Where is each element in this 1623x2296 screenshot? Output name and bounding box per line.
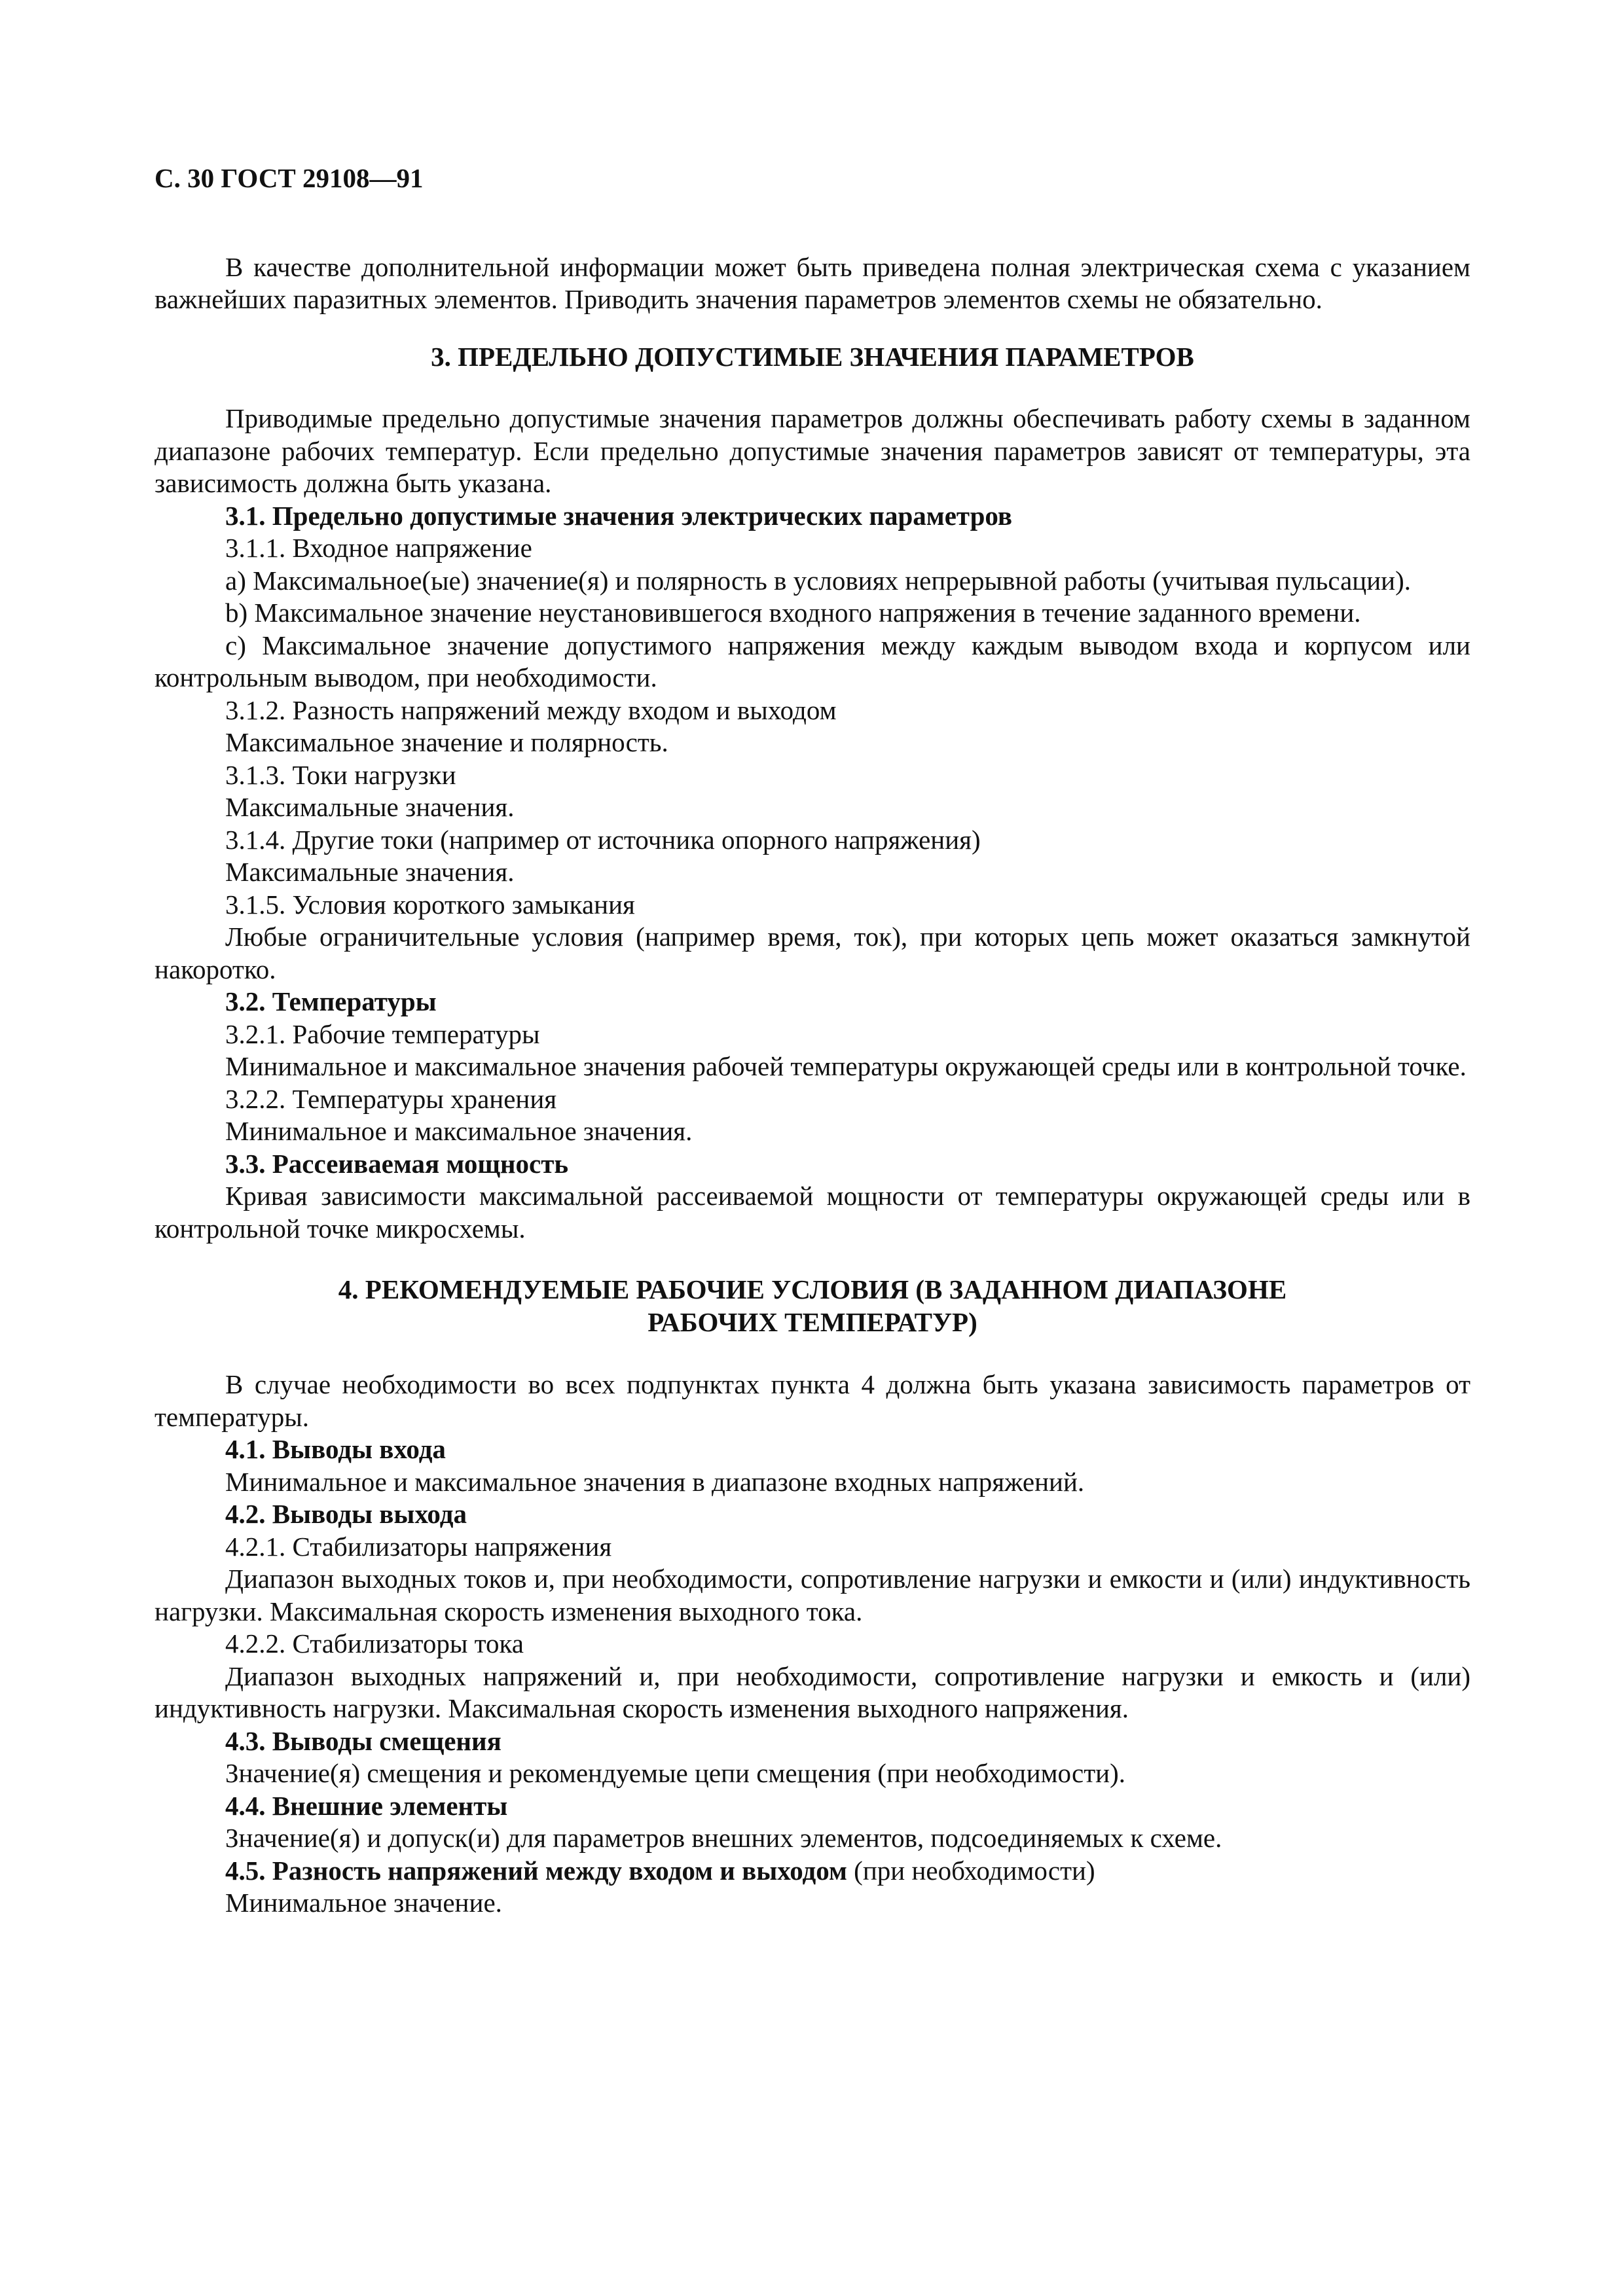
item-3-1-1-b: b) Максимальное значение неустановившегося входного напряжения в течение заданного времени. xyxy=(225,598,1361,628)
page-header: С. 30 ГОСТ 29108—91 xyxy=(155,163,424,193)
subsection-4-5 xyxy=(155,1855,1470,1888)
item-4-2-2-title: 4.2.2. Стабилизаторы тока xyxy=(225,1628,524,1659)
item-3-1-5-text: Любые ограничительные условия (например время, ток), при которых цепь может оказаться замкнутой накоротко. xyxy=(155,922,1470,984)
subsection-4-2-title: 4.2. Выводы выхода xyxy=(225,1499,467,1529)
item-3-2-2-text: Минимальное и максимальное значения. xyxy=(225,1116,693,1146)
item-3-1-1-a: а) Максимальное(ые) значение(я) и полярность в условиях непрерывной работы (учитывая пульсации). xyxy=(225,565,1412,596)
subsection-4-4-title: 4.4. Внешние элементы xyxy=(225,1790,508,1821)
document-page xyxy=(155,162,1470,1920)
item-4-3-text: Значение(я) смещения и рекомендуемые цепи смещения (при необходимости). xyxy=(225,1758,1126,1788)
subsection-3-1-title: 3.1. Предельно допустимые значения электрических параметров xyxy=(225,500,1012,531)
section-4-title-line-2: РАБОЧИХ ТЕМПЕРАТУР) xyxy=(647,1306,977,1337)
item-3-3-text: Кривая зависимости максимальной рассеиваемой мощности от температуры окружающей среды или в контрольной точке микросхемы. xyxy=(155,1181,1470,1244)
section-4-title-line-1: 4. РЕКОМЕНДУЕМЫЕ РАБОЧИЕ УСЛОВИЯ (В ЗАДАННОМ ДИАПАЗОНЕ xyxy=(338,1274,1287,1304)
item-4-5-text: Минимальное значение. xyxy=(225,1888,502,1918)
section-3-title: 3. ПРЕДЕЛЬНО ДОПУСТИМЫЕ ЗНАЧЕНИЯ ПАРАМЕТРОВ xyxy=(431,341,1194,372)
item-3-1-3-text: Максимальные значения. xyxy=(225,792,515,822)
subsection-4-1-title: 4.1. Выводы входа xyxy=(225,1434,446,1464)
item-3-1-2-title: 3.1.2. Разность напряжений между входом и выходом xyxy=(225,694,837,725)
item-4-2-2-text: Диапазон выходных напряжений и, при необходимости, сопротивление нагрузки и емкость и (или) индуктивность нагрузки. Максимальная скорость изменения выходного напряжения. xyxy=(155,1660,1470,1723)
item-4-2-1-title: 4.2.1. Стабилизаторы напряжения xyxy=(225,1531,612,1562)
item-3-2-1-title: 3.2.1. Рабочие температуры xyxy=(225,1018,540,1049)
section-3-intro: Приводимые предельно допустимые значения параметров должны обеспечивать работу схемы в заданном диапазоне рабочих температур. Если предельно допустимые значения параметров зависят от температуры, эта зависимость должна быть указана. xyxy=(155,403,1470,498)
subsection-4-5-note: (при необходимости) xyxy=(847,1855,1095,1886)
item-3-2-1-text: Минимальное и максимальное значения рабочей температуры окружающей среды или в контрольной точке. xyxy=(225,1051,1467,1081)
section-4-intro: В случае необходимости во всех подпунктах пункта 4 должна быть указана зависимость параметров от температуры. xyxy=(155,1369,1470,1432)
item-3-1-1-c: с) Максимальное значение допустимого напряжения между каждым выводом входа и корпусом или контрольным выводом, при необходимости. xyxy=(155,630,1470,692)
subsection-4-5-title: 4.5. Разность напряжений между входом и выходом xyxy=(225,1855,847,1886)
item-3-1-3-title: 3.1.3. Токи нагрузки xyxy=(225,759,456,790)
intro-paragraph: В качестве дополнительной информации может быть приведена полная электрическая схема с указанием важнейших паразитных элементов. Приводить значения параметров элементов схемы не обязательно. xyxy=(155,251,1470,314)
item-4-1-text: Минимальное и максимальное значения в диапазоне входных напряжений. xyxy=(225,1466,1085,1497)
item-3-2-2-title: 3.2.2. Температуры хранения xyxy=(225,1083,557,1114)
item-3-1-2-text: Максимальное значение и полярность. xyxy=(225,727,668,757)
item-4-4-text: Значение(я) и допуск(и) для параметров внешних элементов, подсоединяемых к схеме. xyxy=(225,1823,1222,1853)
item-3-1-1-title: 3.1.1. Входное напряжение xyxy=(225,533,532,563)
item-3-1-4-text: Максимальные значения. xyxy=(225,857,515,887)
item-3-1-5-title: 3.1.5. Условия короткого замыкания xyxy=(225,889,635,920)
item-3-1-4-title: 3.1.4. Другие токи (например от источника опорного напряжения) xyxy=(225,824,981,855)
subsection-3-3-title: 3.3. Рассеиваемая мощность xyxy=(225,1148,569,1179)
subsection-3-2-title: 3.2. Температуры xyxy=(225,986,437,1016)
subsection-4-3-title: 4.3. Выводы смещения xyxy=(225,1725,501,1756)
item-4-2-1-text: Диапазон выходных токов и, при необходимости, сопротивление нагрузки и емкости и (или) индуктивность нагрузки. Максимальная скорость изменения выходного тока. xyxy=(155,1564,1470,1626)
